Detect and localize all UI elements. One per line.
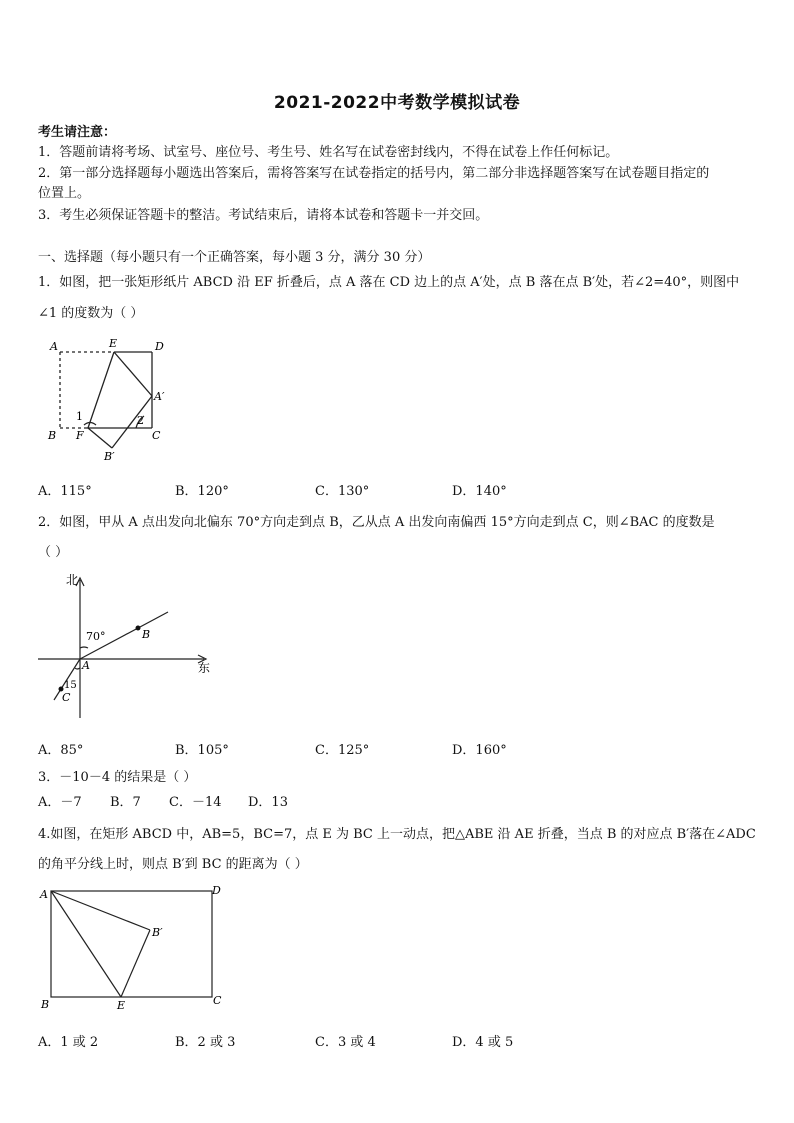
q4-label-B: B (41, 998, 50, 1011)
q2-choice-b[interactable]: B．105° (175, 743, 229, 758)
q1-segment-A1B1 (112, 396, 152, 448)
q2-label-B: B (142, 628, 151, 641)
q3-choice-c[interactable]: C．－14 (169, 795, 222, 810)
q4-choice-a[interactable]: A．1 或 2 (38, 1035, 99, 1050)
q1-figure-lines (60, 352, 152, 448)
notice-item-3: 3．考生必须保证答题卡的整洁。考试结束后，请将本试卷和答题卡一并交回。 (38, 208, 489, 223)
q4-label-D: D (212, 884, 221, 897)
notice-item-2-cont: 位置上。 (38, 186, 91, 201)
q3-choice-b[interactable]: B．7 (110, 795, 141, 810)
q1-figure (40, 332, 180, 462)
q2-label-15: 15 (64, 680, 77, 691)
q1-segment-FB1 (88, 428, 112, 448)
q2-point-B (136, 626, 141, 631)
q2-label-east: 东 (198, 661, 211, 675)
q1-label-A: A (50, 340, 58, 353)
q3-text: 3．－10－4 的结果是（ ） (38, 770, 197, 785)
q1-label-E: E (109, 337, 118, 350)
q1-choice-c[interactable]: C．130° (315, 484, 370, 499)
q4-text-line-1: 4.如图，在矩形 ABCD 中，AB=5，BC=7，点 E 为 BC 上一动点，把△ABE 沿 AE 折叠，当点 B 的对应点 B′落在∠ADC (38, 827, 756, 842)
q1-label-B: B (48, 429, 57, 442)
notice-heading: 考生请注意： (38, 125, 117, 140)
q2-figure (34, 568, 214, 723)
q3-choice-d[interactable]: D．13 (248, 795, 288, 810)
q1-text-line-2: ∠1 的度数为（ ） (38, 306, 144, 321)
q1-segment-EA1 (114, 352, 152, 396)
q4-segment-AB1 (51, 891, 150, 930)
q1-label-1: 1 (76, 410, 83, 423)
q4-choice-b[interactable]: B．2 或 3 (175, 1035, 236, 1050)
q2-label-C: C (62, 691, 71, 704)
q2-choice-c[interactable]: C．125° (315, 743, 370, 758)
q1-choice-d[interactable]: D．140° (452, 484, 507, 499)
q4-figure (36, 882, 236, 1012)
q3-choice-a[interactable]: A．－7 (38, 795, 82, 810)
q1-segment-EF (88, 352, 114, 428)
q4-rectangle-ABCD (51, 891, 212, 997)
q1-label-D: D (155, 340, 164, 353)
q4-choice-d[interactable]: D．4 或 5 (452, 1035, 514, 1050)
q4-label-E: E (117, 999, 126, 1012)
q4-label-C: C (213, 994, 222, 1007)
q1-text-line-1: 1．如图，把一张矩形纸片 ABCD 沿 EF 折叠后，点 A 落在 CD 边上的点 A′处，点 B 落在点 B′处，若∠2=40°，则图中 (38, 275, 740, 290)
q2-label-70: 70° (86, 630, 106, 643)
q4-label-A: A (40, 888, 48, 901)
notice-item-2: 2．第一部分选择题每小题选出答案后，需将答案写在试卷指定的括号内，第二部分非选择题答案写在试卷题目指定的 (38, 166, 710, 181)
q2-label-north: 北 (66, 573, 79, 587)
q4-segment-B1E (121, 930, 150, 997)
q1-choice-b[interactable]: B．120° (175, 484, 229, 499)
exam-title: 2021-2022中考数学模拟试卷 (273, 93, 521, 113)
q4-label-B-prime: B′ (152, 926, 163, 939)
q1-label-C: C (152, 429, 161, 442)
q4-segment-AE (51, 891, 121, 997)
q1-label-2: 2 (137, 414, 144, 427)
q4-choice-c[interactable]: C．3 或 4 (315, 1035, 376, 1050)
q2-text-line-1: 2．如图，甲从 A 点出发向北偏东 70°方向走到点 B，乙从点 A 出发向南偏西 15°方向走到点 C，则∠BAC 的度数是 (38, 515, 715, 530)
q1-label-B-prime: B′ (104, 450, 115, 462)
section-heading: 一、选择题（每小题只有一个正确答案，每小题 3 分，满分 30 分） (38, 250, 431, 265)
q2-label-A: A (82, 659, 90, 672)
q1-choice-a[interactable]: A．115° (38, 484, 92, 499)
q4-text-line-2: 的角平分线上时，则点 B′到 BC 的距离为（ ） (38, 857, 308, 872)
q2-choice-a[interactable]: A．85° (38, 743, 84, 758)
q2-angle-70-arc (80, 647, 88, 648)
notice-item-1: 1．答题前请将考场、试室号、座位号、考生号、姓名写在试卷密封线内，不得在试卷上作任何标记。 (38, 145, 619, 160)
q1-label-F: F (76, 429, 84, 442)
q1-label-A-prime: A′ (154, 390, 165, 403)
q2-angle-15-arc (75, 668, 80, 669)
q2-text-line-2: （ ） (38, 545, 69, 560)
q2-choice-d[interactable]: D．160° (452, 743, 507, 758)
